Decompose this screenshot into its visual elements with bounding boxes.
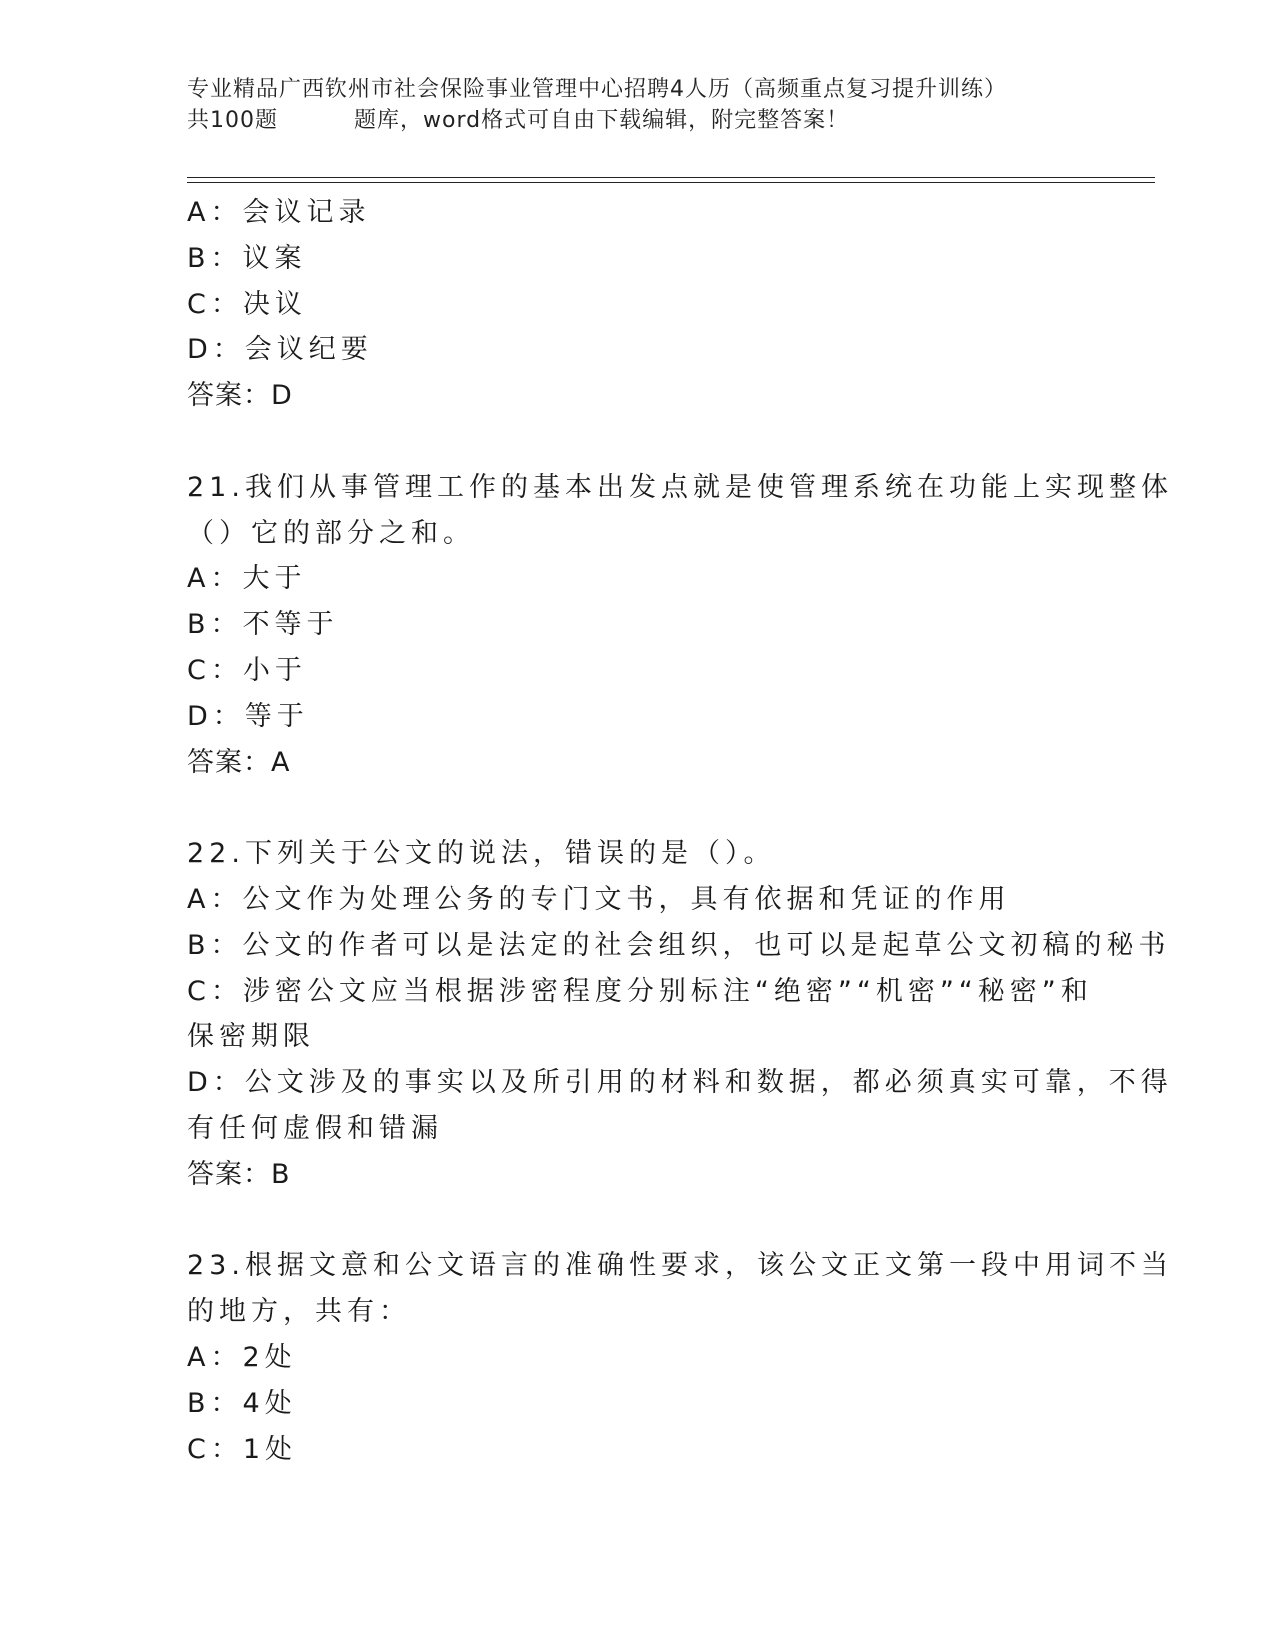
- answer: 答案：D: [187, 380, 293, 412]
- answer: 答案：B: [187, 1158, 291, 1190]
- option-c-cont: 保密期限: [187, 1021, 315, 1053]
- header-subtitle: [187, 105, 1087, 136]
- header-note: 题库，word格式可自由下载编辑，附完整答案！: [354, 108, 850, 133]
- option-b: B：公文的作者可以是法定的社会组织，也可以是起草公文初稿的秘书: [187, 929, 1171, 961]
- question-stem: 22.下列关于公文的说法，错误的是（）。: [187, 838, 776, 870]
- question-stem: 23.根据文意和公文语言的准确性要求，该公文正文第一段中用词不当: [187, 1250, 1173, 1282]
- option-a: A：会议记录: [187, 197, 371, 228]
- option-d: D：会议纪要: [187, 334, 373, 366]
- question-21: [187, 465, 1173, 786]
- option-a: A：大于: [187, 563, 307, 595]
- question-list: [187, 190, 1173, 1472]
- option-c: C：决议: [187, 288, 307, 320]
- question-stem-cont: （）它的部分之和。: [187, 517, 475, 549]
- option-d: D：公文涉及的事实以及所引用的材料和数据，都必须真实可靠，不得: [187, 1067, 1173, 1099]
- option-d: D：等于: [187, 700, 309, 732]
- option-b: B：不等于: [187, 609, 339, 641]
- question-22: [187, 831, 1173, 1197]
- option-a: A：2处: [187, 1341, 297, 1373]
- header-title: 专业精品广西钦州市社会保险事业管理中心招聘4人历（高频重点复习提升训练）: [187, 77, 1007, 102]
- question-20: [187, 190, 1067, 419]
- option-b: B：4处: [187, 1387, 297, 1419]
- question-count: 共100题: [187, 108, 278, 133]
- option-c: C：涉密公文应当根据涉密程度分别标注“绝密”“机密”“秘密”和: [187, 975, 1093, 1007]
- document-header: [187, 74, 1087, 136]
- option-c: C：小于: [187, 654, 307, 686]
- header-divider-bottom: [187, 182, 1155, 183]
- question-stem: 21.我们从事管理工作的基本出发点就是使管理系统在功能上实现整体: [187, 471, 1173, 503]
- option-c: C：1处: [187, 1433, 298, 1465]
- option-d-cont: 有任何虚假和错漏: [187, 1112, 443, 1144]
- question-23: [187, 1243, 1173, 1472]
- header-divider-top: [187, 177, 1155, 178]
- answer: 答案：A: [187, 746, 291, 778]
- option-a: A：公文作为处理公务的专门文书，具有依据和凭证的作用: [187, 883, 1011, 915]
- option-b: B：议案: [187, 242, 307, 274]
- question-stem-cont: 的地方，共有：: [187, 1296, 411, 1328]
